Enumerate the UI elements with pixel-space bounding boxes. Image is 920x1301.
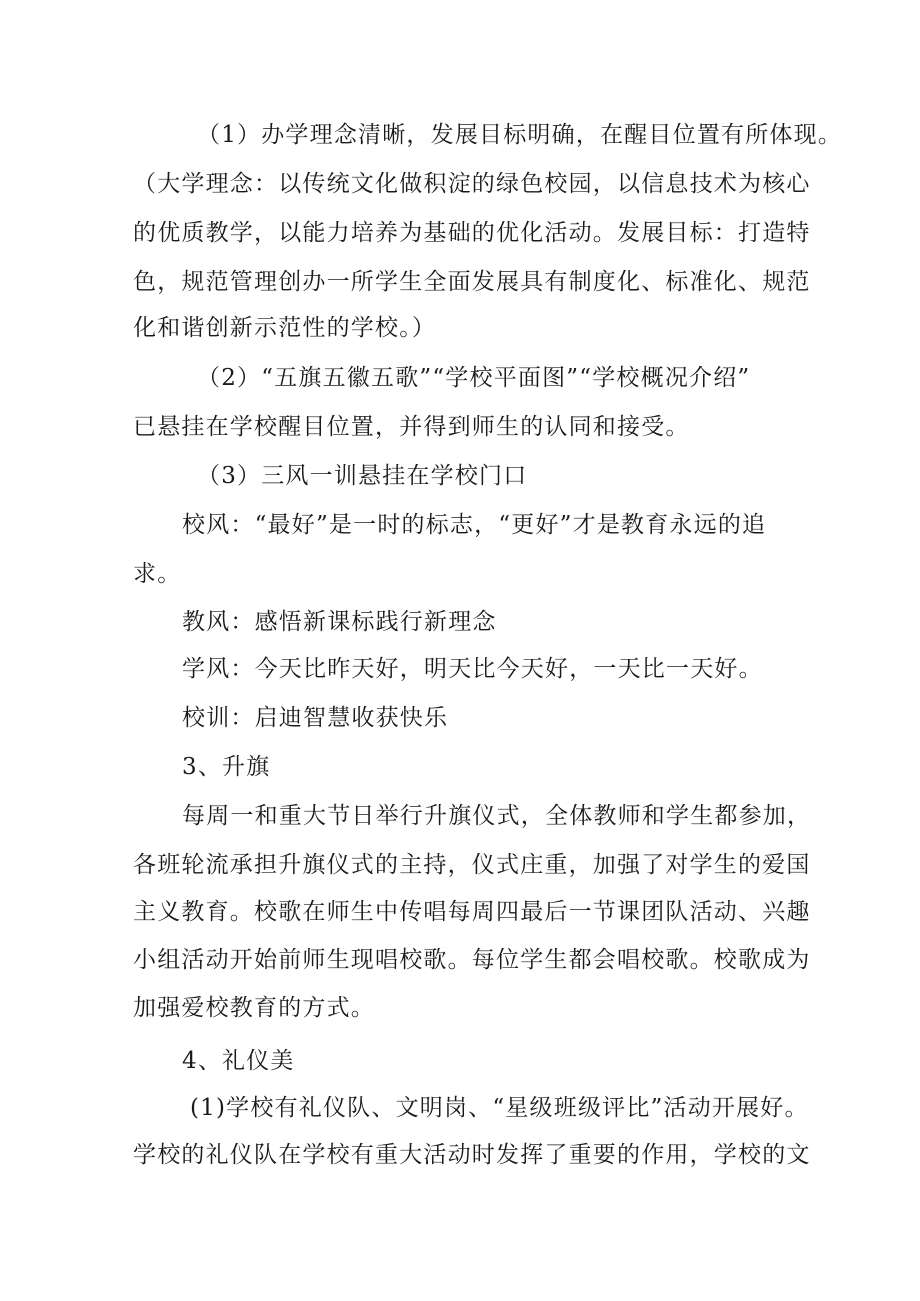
section-heading: 4、礼仪美 — [182, 1048, 295, 1074]
paragraph-line: 学校的礼仪队在学校有重大活动时发挥了重要的作用，学校的文 — [133, 1142, 811, 1168]
paragraph-line: 求。 — [133, 561, 182, 587]
paragraph-line: 学风：今天比昨天好，明天比今天好，一天比一天好。 — [182, 656, 763, 682]
paragraph-line: 色，规范管理创办一所学生全面发展具有制度化、标准化、规范 — [133, 269, 811, 295]
paragraph-line: 主义教育。校歌在师生中传唱每周四最后一节课团队活动、兴趣 — [133, 899, 811, 925]
paragraph-line: 教风：感悟新课标践行新理念 — [182, 609, 497, 635]
paragraph-line: 已悬挂在学校醒目位置，并得到师生的认同和接受。 — [133, 414, 690, 440]
paragraph-line: （2）“五旗五徽五歌”“学校平面图”“学校概况介绍” — [197, 365, 751, 391]
paragraph-line: （大学理念：以传统文化做积淀的绿色校园，以信息技术为核心 — [133, 171, 811, 197]
paragraph-line: 化和谐创新示范性的学校。） — [133, 315, 437, 341]
paragraph-line: 每周一和重大节日举行升旗仪式，全体教师和学生都参加， — [182, 803, 812, 829]
paragraph-line: (1)学校有礼仪队、文明岗、“星级班级评比”活动开展好。 — [190, 1095, 809, 1121]
section-heading: 3、升旗 — [182, 754, 271, 780]
paragraph-line: 的优质教学，以能力培养为基础的优化活动。发展目标：打造特 — [133, 220, 811, 246]
paragraph-line: （1）办学理念清晰，发展目标明确，在醒目位置有所体现。 — [197, 122, 843, 148]
paragraph-line: （3）三风一训悬挂在学校门口 — [197, 463, 528, 489]
paragraph-line: 校训：启迪智慧收获快乐 — [182, 705, 449, 731]
paragraph-line: 各班轮流承担升旗仪式的主持，仪式庄重，加强了对学生的爱国 — [133, 852, 811, 878]
paragraph-line: 校风：“最好”是一时的标志，“更好”才是教育永远的追 — [182, 512, 767, 538]
paragraph-line: 小组活动开始前师生现唱校歌。每位学生都会唱校歌。校歌成为 — [133, 947, 811, 973]
paragraph-line: 加强爱校教育的方式。 — [133, 995, 375, 1021]
